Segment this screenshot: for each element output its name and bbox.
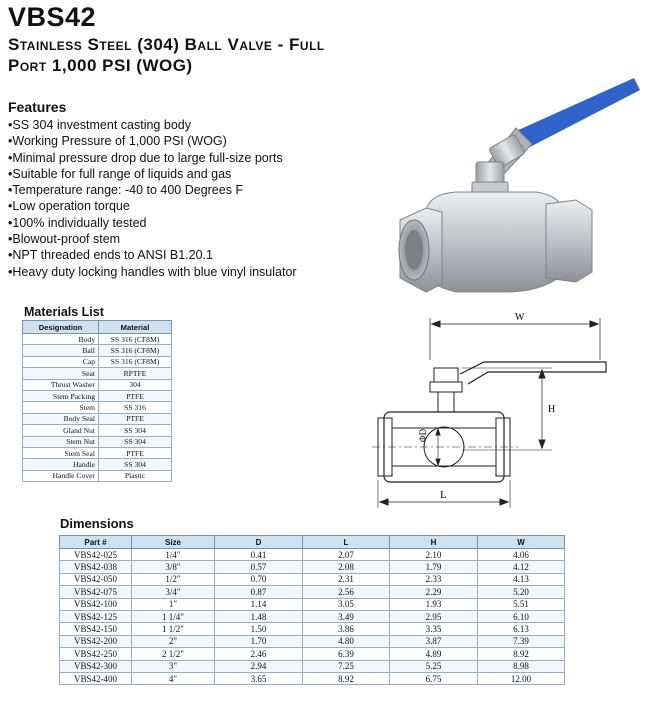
- designation-cell: Body: [23, 334, 99, 345]
- table-row: [60, 635, 565, 647]
- column-header: Designation: [23, 321, 99, 334]
- table-row: [60, 573, 565, 585]
- table-row: [23, 379, 172, 390]
- table-row: [23, 356, 172, 367]
- l-cell: 3.05: [303, 598, 390, 610]
- model-number: VBS42: [8, 2, 97, 32]
- feature-item: • Blowout-proof stem: [8, 231, 297, 247]
- l-cell: 3.49: [303, 610, 390, 622]
- table-row: [23, 402, 172, 413]
- feature-item: • Minimal pressure drop due to large full-size ports: [8, 150, 297, 166]
- size-cell: 1/4": [132, 549, 215, 561]
- part-number-cell: VBS42-300: [60, 660, 132, 672]
- table-row: [60, 623, 565, 635]
- size-cell: 2 1/2": [132, 648, 215, 660]
- table-row: [23, 334, 172, 345]
- designation-cell: Stem Packing: [23, 390, 99, 401]
- designation-cell: Stem: [23, 402, 99, 413]
- designation-cell: Stem Nut: [23, 436, 99, 447]
- table-row: [23, 368, 172, 379]
- table-row: [60, 561, 565, 573]
- feature-item: • Low operation torque: [8, 198, 297, 214]
- d-cell: 1.50: [215, 623, 303, 635]
- d-cell: 1.14: [215, 598, 303, 610]
- feature-item: • Heavy duty locking handles with blue vinyl insulator: [8, 264, 297, 280]
- feature-item: • 100% individually tested: [8, 215, 297, 231]
- w-cell: 4.12: [478, 561, 565, 573]
- d-cell: 2.46: [215, 648, 303, 660]
- table-row: [23, 470, 172, 481]
- material-cell: SS 316 (CF8M): [99, 345, 172, 356]
- part-number-cell: VBS42-250: [60, 648, 132, 660]
- table-row: [60, 549, 565, 561]
- designation-cell: Gland Nut: [23, 425, 99, 436]
- table-row: [23, 436, 172, 447]
- size-cell: 1": [132, 598, 215, 610]
- d-cell: 0.41: [215, 549, 303, 561]
- designation-cell: Cap: [23, 356, 99, 367]
- material-cell: PTFE: [99, 390, 172, 401]
- table-row: [23, 390, 172, 401]
- l-cell: 2.07: [303, 549, 390, 561]
- material-cell: 304: [99, 379, 172, 390]
- table-row: [60, 648, 565, 660]
- l-cell: 6.39: [303, 648, 390, 660]
- material-cell: SS 304: [99, 436, 172, 447]
- designation-cell: Stem Seal: [23, 447, 99, 458]
- material-cell: PTFE: [99, 447, 172, 458]
- table-row: [23, 425, 172, 436]
- size-cell: 1/2": [132, 573, 215, 585]
- features-list: [8, 117, 297, 280]
- feature-item: • Working Pressure of 1,000 PSI (WOG): [8, 133, 297, 149]
- table-row: [60, 610, 565, 622]
- material-cell: SS 304: [99, 425, 172, 436]
- material-cell: PTFE: [99, 413, 172, 424]
- part-number-cell: VBS42-200: [60, 635, 132, 647]
- part-number-cell: VBS42-100: [60, 598, 132, 610]
- w-cell: 8.92: [478, 648, 565, 660]
- part-number-cell: VBS42-038: [60, 561, 132, 573]
- part-number-cell: VBS42-125: [60, 610, 132, 622]
- table-header-row: [23, 321, 172, 334]
- column-header: Size: [132, 536, 215, 549]
- column-header: D: [215, 536, 303, 549]
- ball-valve-photo: [396, 70, 646, 302]
- drawing-label-w: W: [515, 312, 525, 323]
- l-cell: 8.92: [303, 672, 390, 684]
- column-header: W: [478, 536, 565, 549]
- column-header: L: [303, 536, 390, 549]
- size-cell: 2": [132, 635, 215, 647]
- title-line-2: Port 1,000 PSI (WOG): [8, 56, 193, 75]
- blue-handle-grip: [514, 78, 640, 148]
- materials-heading: Materials List: [24, 305, 104, 319]
- h-cell: 3.35: [390, 623, 478, 635]
- h-cell: 2.33: [390, 573, 478, 585]
- material-cell: SS 316 (CF8M): [99, 356, 172, 367]
- size-cell: 3": [132, 660, 215, 672]
- d-cell: 0.57: [215, 561, 303, 573]
- l-cell: 4.80: [303, 635, 390, 647]
- w-cell: 12.00: [478, 672, 565, 684]
- part-number-cell: VBS42-400: [60, 672, 132, 684]
- h-cell: 6.75: [390, 672, 478, 684]
- table-header-row: [60, 536, 565, 549]
- h-cell: 5.25: [390, 660, 478, 672]
- table-row: [60, 586, 565, 598]
- w-cell: 6.10: [478, 610, 565, 622]
- designation-cell: Body Seal: [23, 413, 99, 424]
- l-cell: 2.31: [303, 573, 390, 585]
- size-cell: 4": [132, 672, 215, 684]
- part-number-cell: VBS42-075: [60, 586, 132, 598]
- column-header: Part #: [60, 536, 132, 549]
- designation-cell: Seat: [23, 368, 99, 379]
- feature-item: • Temperature range: -40 to 400 Degrees F: [8, 182, 297, 198]
- d-cell: 2.94: [215, 660, 303, 672]
- size-cell: 1 1/2": [132, 623, 215, 635]
- designation-cell: Handle: [23, 459, 99, 470]
- table-row: [23, 447, 172, 458]
- drawing-label-d: ΦD: [418, 428, 428, 442]
- h-cell: 4.89: [390, 648, 478, 660]
- size-cell: 3/4": [132, 586, 215, 598]
- h-cell: 1.93: [390, 598, 478, 610]
- column-header: H: [390, 536, 478, 549]
- h-cell: 2.95: [390, 610, 478, 622]
- l-cell: 2.56: [303, 586, 390, 598]
- w-cell: 4.13: [478, 573, 565, 585]
- h-cell: 2.29: [390, 586, 478, 598]
- h-cell: 1.79: [390, 561, 478, 573]
- technical-drawing: [372, 310, 646, 515]
- w-cell: 7.39: [478, 635, 565, 647]
- w-cell: 4.06: [478, 549, 565, 561]
- feature-item: • SS 304 investment casting body: [8, 117, 297, 133]
- h-cell: 3.87: [390, 635, 478, 647]
- title-line-1: Stainless Steel (304) Ball Valve - Full: [8, 35, 325, 54]
- w-cell: 5.51: [478, 598, 565, 610]
- part-number-cell: VBS42-050: [60, 573, 132, 585]
- table-row: [60, 672, 565, 684]
- d-cell: 1.48: [215, 610, 303, 622]
- product-title: [8, 34, 325, 76]
- d-cell: 0.87: [215, 586, 303, 598]
- part-number-cell: VBS42-150: [60, 623, 132, 635]
- l-cell: 7.25: [303, 660, 390, 672]
- material-cell: Plastic: [99, 470, 172, 481]
- d-cell: 3.65: [215, 672, 303, 684]
- d-cell: 1.70: [215, 635, 303, 647]
- materials-table: [22, 320, 172, 482]
- drawing-label-l: L: [440, 489, 447, 501]
- size-cell: 3/8": [132, 561, 215, 573]
- w-cell: 5.20: [478, 586, 565, 598]
- drawing-label-h: H: [548, 404, 556, 415]
- d-cell: 0.70: [215, 573, 303, 585]
- dimensions-table: [59, 535, 565, 685]
- column-header: Material: [99, 321, 172, 334]
- part-number-cell: VBS42-025: [60, 549, 132, 561]
- designation-cell: Thrust Washer: [23, 379, 99, 390]
- table-row: [23, 413, 172, 424]
- table-row: [23, 345, 172, 356]
- h-cell: 2.10: [390, 549, 478, 561]
- material-cell: SS 316: [99, 402, 172, 413]
- feature-item: • Suitable for full range of liquids and gas: [8, 166, 297, 182]
- designation-cell: Ball: [23, 345, 99, 356]
- feature-item: • NPT threaded ends to ANSI B1.20.1: [8, 247, 297, 263]
- w-cell: 8.98: [478, 660, 565, 672]
- w-cell: 6.13: [478, 623, 565, 635]
- table-row: [60, 598, 565, 610]
- table-row: [60, 660, 565, 672]
- designation-cell: Handle Cover: [23, 470, 99, 481]
- material-cell: SS 316 (CF8M): [99, 334, 172, 345]
- features-heading: Features: [8, 99, 67, 115]
- size-cell: 1 1/4": [132, 610, 215, 622]
- dimensions-heading: Dimensions: [60, 516, 134, 531]
- l-cell: 2.08: [303, 561, 390, 573]
- material-cell: SS 304: [99, 459, 172, 470]
- l-cell: 3.86: [303, 623, 390, 635]
- material-cell: RPTFE: [99, 368, 172, 379]
- table-row: [23, 459, 172, 470]
